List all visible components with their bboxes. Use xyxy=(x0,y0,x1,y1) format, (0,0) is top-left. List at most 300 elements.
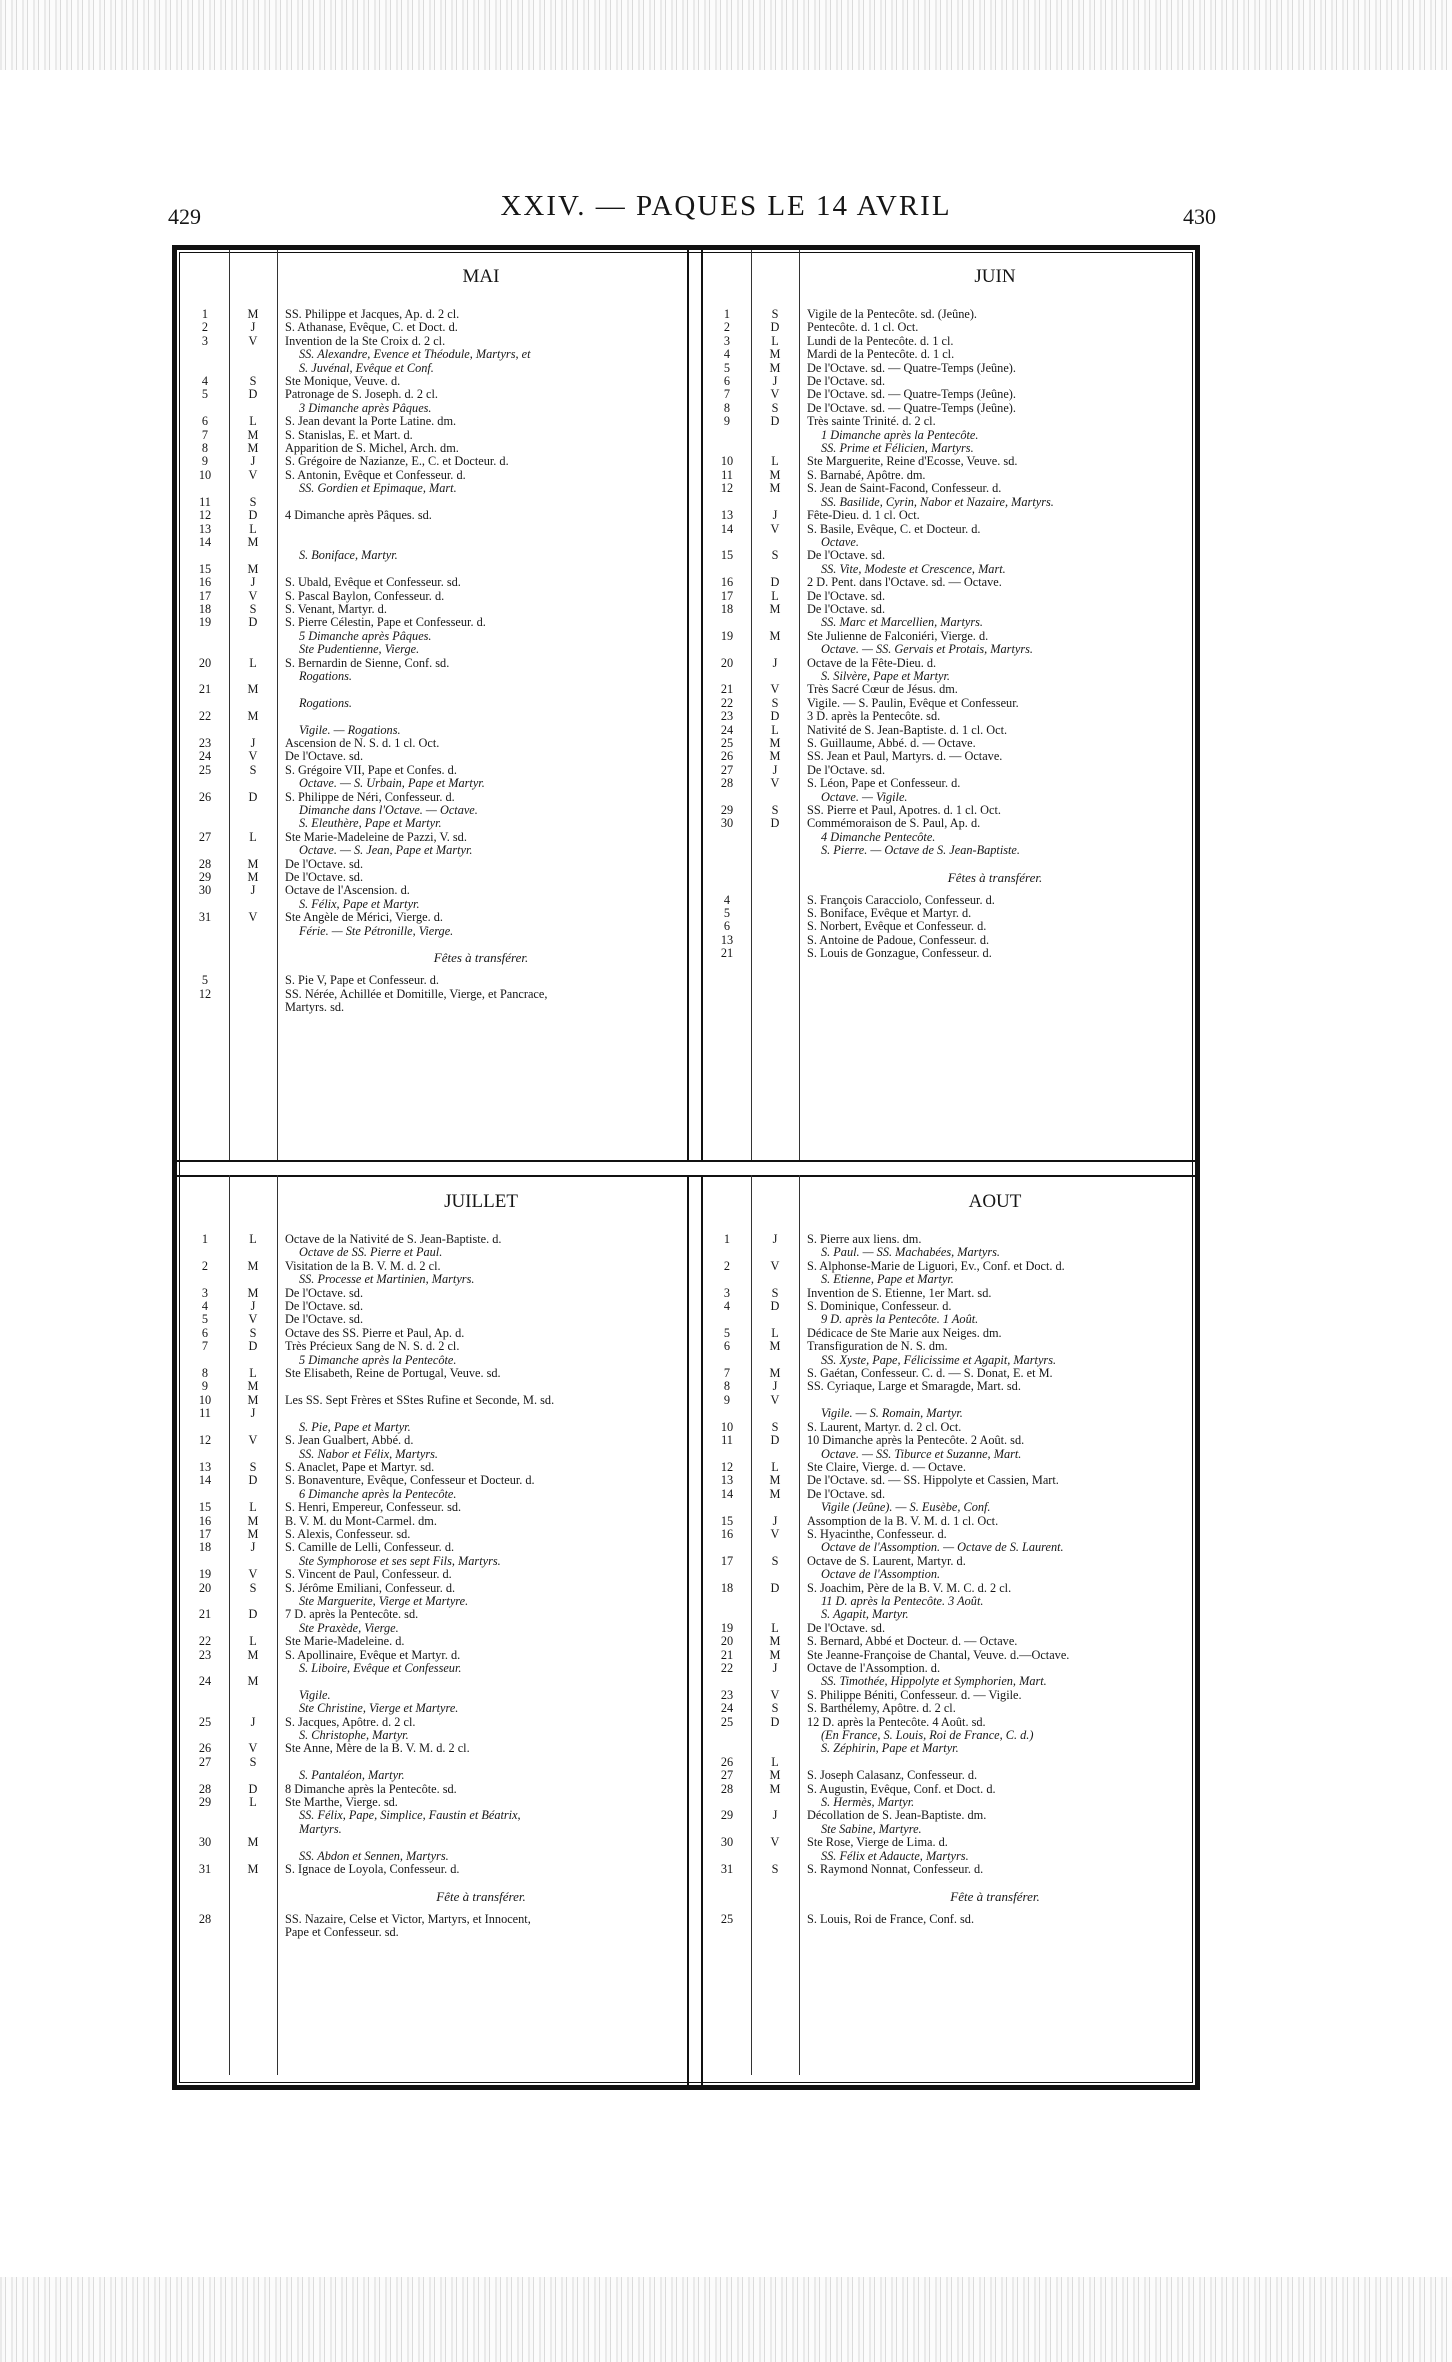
commemoration-line: S. Zéphirin, Pape et Martyr. xyxy=(821,1741,959,1756)
day-row xyxy=(703,590,1191,603)
weekday-letter: V xyxy=(770,521,780,536)
feast-line: Octave des SS. Pierre et Paul, Ap. d. xyxy=(285,1326,465,1340)
feast-text xyxy=(277,1649,685,1676)
weekday-letter: L xyxy=(249,829,257,844)
weekday-letter: M xyxy=(769,736,781,750)
feast-line: S. Ubald, Evêque et Confesseur. sd. xyxy=(285,576,461,590)
day-row xyxy=(181,1742,685,1755)
feast-line: Ascension de N. S. d. 1 cl. Oct. xyxy=(285,737,440,750)
feast-text xyxy=(277,1608,685,1635)
day-row xyxy=(181,375,685,388)
day-number: 15 xyxy=(720,1513,734,1528)
day-row xyxy=(181,1380,685,1393)
feast-text xyxy=(277,1568,685,1581)
feast-text xyxy=(277,988,685,1015)
month-title: MAI xyxy=(462,266,500,287)
commemoration-line: S. Etienne, Pape et Martyr. xyxy=(821,1272,954,1287)
feast-line: S. Joseph Calasanz, Confesseur. d. xyxy=(807,1769,978,1783)
feast-text xyxy=(799,375,1191,388)
feast-text xyxy=(799,1260,1191,1287)
commemoration-line: (En France, S. Louis, Roi de France, C. d.) xyxy=(821,1728,1034,1743)
commemoration-line: Vigile. — S. Romain, Martyr. xyxy=(821,1406,963,1421)
feast-line: S. François Caracciolo, Confesseur. d. xyxy=(807,893,995,907)
day-row xyxy=(703,1863,1191,1876)
day-number: 28 xyxy=(198,1911,212,1926)
commemoration-line: 5 Dimanche après la Pentecôte. xyxy=(299,1352,457,1367)
day-row xyxy=(703,362,1191,375)
feast-text xyxy=(277,750,685,763)
weekday-letter: S xyxy=(249,762,257,777)
day-row xyxy=(181,1582,685,1609)
weekday-letter: L xyxy=(771,722,779,737)
feast-line xyxy=(285,710,681,723)
feast-text xyxy=(277,1635,685,1648)
day-number: 13 xyxy=(720,932,734,947)
feast-line: S. Vincent de Paul, Confesseur. d. xyxy=(285,1568,452,1582)
feast-line: S. Bonaventure, Evêque, Confesseur et Docteur. d. xyxy=(285,1474,535,1488)
feast-text xyxy=(799,1622,1191,1635)
day-number: 6 xyxy=(201,1325,209,1340)
day-number: 13 xyxy=(720,508,734,523)
weekday-letter: V xyxy=(770,1526,780,1541)
commemoration-line: SS. Xyste, Pape, Félicissime et Agapit, Martyrs. xyxy=(821,1352,1057,1367)
day-number: 7 xyxy=(723,387,731,402)
day-number: 18 xyxy=(720,601,734,616)
feast-line: De l'Octave. sd. xyxy=(807,1621,886,1635)
day-number: 27 xyxy=(720,1768,734,1783)
day-row xyxy=(181,1635,685,1648)
feast-text xyxy=(277,375,685,388)
left-page-number: 429 xyxy=(168,204,201,229)
feast-text xyxy=(277,1582,685,1609)
feast-line: S. Boniface, Evêque et Martyr. d. xyxy=(807,907,972,921)
feast-text xyxy=(277,321,685,334)
commemoration-line: Octave. — SS. Gervais et Protais, Martyrs. xyxy=(821,642,1033,657)
feast-line: Assomption de la B. V. M. d. 1 cl. Oct. xyxy=(807,1514,999,1528)
weekday-letter: D xyxy=(248,387,258,402)
day-row xyxy=(703,1488,1191,1515)
weekday-letter: L xyxy=(249,655,257,670)
feast-text xyxy=(799,724,1191,737)
feast-text xyxy=(799,1233,1191,1260)
day-number: 1 xyxy=(201,307,209,321)
day-number: 23 xyxy=(720,709,734,724)
feast-text xyxy=(799,362,1191,375)
commemoration-line: Ste Christine, Vierge et Martyre. xyxy=(299,1701,459,1716)
day-row xyxy=(703,657,1191,684)
day-row xyxy=(181,1394,685,1407)
day-row xyxy=(181,1474,685,1501)
weekday-letter: L xyxy=(249,1795,257,1810)
day-row xyxy=(703,1421,1191,1434)
commemoration-line: Ste Praxède, Vierge. xyxy=(299,1620,399,1635)
feast-line: De l'Octave. sd. xyxy=(285,1286,364,1300)
day-row xyxy=(703,1461,1191,1474)
feast-line: Invention de la Ste Croix d. 2 cl. xyxy=(285,334,446,348)
day-number: 28 xyxy=(720,1781,734,1796)
page-heading: XXIV. — PAQUES LE 14 AVRIL xyxy=(500,190,952,222)
feast-line: S. Léon, Pape et Confesseur. d. xyxy=(807,777,961,791)
commemoration-line: Octave. xyxy=(821,534,859,549)
month-title: AOUT xyxy=(968,1191,1022,1212)
day-rows xyxy=(703,1233,1191,1926)
weekday-letter: L xyxy=(771,1325,779,1340)
day-row xyxy=(181,469,685,496)
month-juillet xyxy=(181,1175,685,2075)
day-row xyxy=(703,1689,1191,1702)
feast-text xyxy=(277,884,685,911)
feast-text xyxy=(799,710,1191,723)
day-row xyxy=(703,1836,1191,1863)
feast-line: 4 Dimanche après Pâques. sd. xyxy=(285,509,432,523)
feast-line: Ste Angèle de Mérici, Vierge. d. xyxy=(285,911,443,925)
weekday-letter: S xyxy=(771,1701,779,1716)
day-number: 25 xyxy=(720,736,734,750)
feast-text xyxy=(799,1394,1191,1421)
feast-text xyxy=(799,1716,1191,1756)
commemoration-line: Ste Pudentienne, Vierge. xyxy=(299,642,420,657)
day-number: 19 xyxy=(720,628,734,643)
feast-text xyxy=(799,1863,1191,1876)
feast-line: Patronage de S. Joseph. d. 2 cl. xyxy=(285,388,439,402)
commemoration-line: S. Boniface, Martyr. xyxy=(299,548,398,563)
day-number: 22 xyxy=(198,709,212,724)
day-number: 29 xyxy=(720,1808,734,1823)
weekday-letter: J xyxy=(772,1379,778,1394)
feast-text xyxy=(799,1809,1191,1836)
weekday-letter: J xyxy=(772,374,778,389)
feast-line: Très sainte Trinité. d. 2 cl. xyxy=(807,415,936,429)
feast-line: B. V. M. du Mont-Carmel. dm. xyxy=(285,1514,437,1528)
commemoration-line: S. Juvénal, Evêque et Conf. xyxy=(299,360,434,375)
feast-text xyxy=(799,523,1191,550)
feast-line: S. Grégoire VII, Pape et Confes. d. xyxy=(285,763,457,777)
day-number: 9 xyxy=(201,1379,209,1394)
weekday-letter: D xyxy=(770,1299,780,1314)
weekday-letter: D xyxy=(770,1433,780,1448)
day-number: 15 xyxy=(720,548,734,563)
weekday-letter: L xyxy=(771,1459,779,1474)
weekday-letter: V xyxy=(770,387,780,402)
feast-line xyxy=(285,1675,681,1688)
day-row xyxy=(703,737,1191,750)
day-row xyxy=(181,1407,685,1434)
feast-line: S. Apollinaire, Evêque et Martyr. d. xyxy=(285,1648,461,1662)
feast-line: S. Bernard, Abbé et Docteur. d. — Octave. xyxy=(807,1635,1018,1649)
day-number: 5 xyxy=(723,360,731,375)
feast-text xyxy=(277,469,685,496)
day-row xyxy=(181,974,685,987)
day-row xyxy=(181,335,685,375)
weekday-letter: S xyxy=(771,1862,779,1877)
feast-line: Visitation de la B. V. M. d. 2 cl. xyxy=(285,1259,441,1273)
day-row xyxy=(181,884,685,911)
feast-text xyxy=(277,1300,685,1313)
day-row xyxy=(181,1568,685,1581)
day-row xyxy=(181,1233,685,1260)
weekday-letter: V xyxy=(770,682,780,697)
feast-line: S. Grégoire de Nazianze, E., C. et Docteur. d. xyxy=(285,455,509,469)
weekday-letter: D xyxy=(248,508,258,523)
day-number: 18 xyxy=(198,1540,212,1555)
weekday-letter: M xyxy=(769,467,781,482)
day-row xyxy=(181,388,685,415)
feast-line: 10 Dimanche après la Pentecôte. 2 Août. sd. xyxy=(807,1434,1025,1448)
feast-line: Vigile de la Pentecôte. sd. (Jeûne). xyxy=(807,308,977,321)
day-number: 22 xyxy=(720,1661,734,1675)
day-row xyxy=(703,724,1191,737)
day-row xyxy=(181,1913,685,1940)
weekday-letter: J xyxy=(772,1232,778,1246)
feast-text xyxy=(277,764,685,791)
day-row xyxy=(181,509,685,522)
commemoration-line: S. Silvère, Pape et Martyr. xyxy=(821,668,950,683)
day-row xyxy=(181,321,685,334)
day-row xyxy=(181,1528,685,1541)
weekday-letter xyxy=(751,934,799,947)
feast-text xyxy=(799,777,1191,804)
feast-line xyxy=(285,683,681,696)
day-number: 16 xyxy=(720,575,734,590)
day-row xyxy=(703,509,1191,522)
feast-text xyxy=(277,1675,685,1715)
feast-line: Ste Claire, Vierge. d. — Octave. xyxy=(807,1460,966,1474)
day-number: 3 xyxy=(723,333,731,348)
feast-text xyxy=(799,402,1191,415)
day-row xyxy=(181,831,685,858)
day-number: 4 xyxy=(723,892,731,907)
feast-text xyxy=(277,1434,685,1461)
weekday-letter xyxy=(751,1913,799,1926)
day-row xyxy=(181,1515,685,1528)
day-number: 15 xyxy=(198,561,212,576)
weekday-letter: M xyxy=(769,360,781,375)
day-number: 2 xyxy=(723,320,731,335)
weekday-letter xyxy=(751,920,799,933)
weekday-letter: V xyxy=(248,1567,258,1582)
feast-text xyxy=(277,1287,685,1300)
feast-line: Nativité de S. Jean-Baptiste. d. 1 cl. Oct. xyxy=(807,723,1008,737)
feast-text xyxy=(799,1434,1191,1461)
day-row xyxy=(181,1783,685,1796)
weekday-letter: M xyxy=(247,1392,259,1407)
commemoration-line: S. Agapit, Martyr. xyxy=(821,1607,909,1622)
commemoration-line: Octave de l'Assomption. — Octave de S. Laurent. xyxy=(821,1540,1064,1555)
weekday-letter: D xyxy=(770,709,780,724)
day-row xyxy=(181,1675,685,1715)
commemoration-line: SS. Félix, Pape, Simplice, Faustin et Béatrix, xyxy=(299,1808,521,1823)
weekday-letter: M xyxy=(247,1862,259,1877)
feast-line: Transfiguration de N. S. dm. xyxy=(807,1340,948,1354)
feast-text xyxy=(799,1380,1191,1393)
feast-text xyxy=(799,1515,1191,1528)
weekday-letter: S xyxy=(771,1553,779,1568)
weekday-letter: S xyxy=(771,1419,779,1434)
feast-text xyxy=(277,1716,685,1743)
day-row xyxy=(703,1340,1191,1367)
day-number: 25 xyxy=(198,762,212,777)
feast-text xyxy=(799,894,1191,907)
feast-line: S. Jean devant la Porte Latine. dm. xyxy=(285,415,457,429)
feast-text xyxy=(799,1528,1191,1555)
commemoration-line: Ste Symphorose et ses sept Fils, Martyrs. xyxy=(299,1553,501,1568)
feast-line: Vigile. — S. Paulin, Evêque et Confesseur. xyxy=(807,696,1019,710)
day-row xyxy=(181,750,685,763)
weekday-letter: L xyxy=(249,521,257,536)
day-number: 5 xyxy=(201,973,209,988)
feast-line: 7 D. après la Pentecôte. sd. xyxy=(285,1608,419,1622)
day-number: 13 xyxy=(198,1459,212,1474)
day-row xyxy=(181,1608,685,1635)
day-row xyxy=(181,415,685,428)
day-number: 28 xyxy=(198,1781,212,1796)
feast-line: Invention de S. Etienne, 1er Mart. sd. xyxy=(807,1286,992,1300)
day-number: 22 xyxy=(720,695,734,710)
day-row xyxy=(703,934,1191,947)
day-number: 13 xyxy=(720,1473,734,1488)
day-number: 27 xyxy=(198,1754,212,1769)
day-number: 8 xyxy=(201,441,209,456)
weekday-letter: S xyxy=(249,601,257,616)
weekday-letter: D xyxy=(248,1339,258,1354)
weekday-letter: L xyxy=(249,1500,257,1515)
day-number: 5 xyxy=(723,906,731,921)
feast-text xyxy=(799,1461,1191,1474)
feast-text xyxy=(799,1913,1191,1926)
day-number: 11 xyxy=(199,1406,211,1421)
feast-line: Ste Jeanne-Françoise de Chantal, Veuve. d.—Octave. xyxy=(807,1648,1070,1662)
weekday-letter: L xyxy=(249,1366,257,1381)
weekday-letter: M xyxy=(769,601,781,616)
day-number: 26 xyxy=(198,789,212,804)
weekday-letter: V xyxy=(770,1258,780,1273)
day-number: 2 xyxy=(201,320,209,335)
feast-text xyxy=(799,1300,1191,1327)
commemoration-line: Ste Marguerite, Vierge et Martyre. xyxy=(299,1593,469,1608)
weekday-letter: M xyxy=(247,682,259,697)
weekday-letter: L xyxy=(249,1232,257,1246)
feast-line: S. Louis, Roi de France, Conf. sd. xyxy=(807,1912,975,1926)
commemoration-line: Octave de SS. Pierre et Paul. xyxy=(299,1245,443,1260)
feast-text xyxy=(799,804,1191,817)
feast-text xyxy=(277,388,685,415)
day-number: 26 xyxy=(720,749,734,764)
feast-line: S. Hyacinthe, Confesseur. d. xyxy=(807,1527,947,1541)
feast-line: Très Précieux Sang de N. S. d. 2 cl. xyxy=(285,1340,460,1354)
feast-text xyxy=(799,1287,1191,1300)
feast-text xyxy=(799,1662,1191,1689)
day-number: 6 xyxy=(201,414,209,429)
day-number: 16 xyxy=(198,575,212,590)
feast-line: De l'Octave. sd. xyxy=(807,549,886,563)
feast-line: S. Jacques, Apôtre. d. 2 cl. xyxy=(285,1715,416,1729)
commemoration-line: Octave de l'Assomption. xyxy=(821,1567,941,1582)
commemoration-line: Rogations. xyxy=(299,668,352,683)
day-row xyxy=(181,1756,685,1783)
feast-text xyxy=(277,1742,685,1755)
feast-text xyxy=(799,737,1191,750)
day-row xyxy=(703,907,1191,920)
day-row xyxy=(703,1635,1191,1648)
day-number: 12 xyxy=(720,481,734,496)
commemoration-line: S. Christophe, Martyr. xyxy=(299,1728,409,1743)
day-row xyxy=(703,576,1191,589)
day-number: 11 xyxy=(199,494,211,509)
day-rows xyxy=(703,308,1191,961)
day-row xyxy=(703,1528,1191,1555)
weekday-letter: V xyxy=(248,333,258,348)
weekday-letter: L xyxy=(771,1620,779,1635)
day-row xyxy=(181,603,685,616)
day-row xyxy=(703,1367,1191,1380)
weekday-letter: M xyxy=(247,1258,259,1273)
day-row xyxy=(181,496,685,509)
day-row xyxy=(181,1541,685,1568)
day-row xyxy=(703,1327,1191,1340)
feast-text xyxy=(799,1783,1191,1810)
day-number: 14 xyxy=(720,521,734,536)
day-row xyxy=(703,1233,1191,1260)
feast-line: S. Pie V, Pape et Confesseur. d. xyxy=(285,974,439,988)
day-row xyxy=(703,817,1191,857)
day-number: 6 xyxy=(723,919,731,934)
weekday-letter: J xyxy=(250,883,256,898)
feast-line xyxy=(807,1756,1187,1769)
day-number: 21 xyxy=(198,682,212,697)
day-row xyxy=(703,1756,1191,1769)
feast-text xyxy=(277,1783,685,1796)
feast-text xyxy=(277,1461,685,1474)
day-number: 4 xyxy=(723,1299,731,1314)
day-number: 21 xyxy=(720,946,734,961)
weekday-letter: M xyxy=(769,481,781,496)
day-row xyxy=(703,1582,1191,1622)
day-number: 20 xyxy=(198,1580,212,1595)
day-row xyxy=(703,1380,1191,1393)
day-row xyxy=(181,1649,685,1676)
feast-text xyxy=(277,1233,685,1260)
feast-text xyxy=(799,1582,1191,1622)
day-row xyxy=(703,764,1191,777)
day-row xyxy=(181,308,685,321)
weekday-letter: S xyxy=(771,307,779,321)
weekday-letter: S xyxy=(249,494,257,509)
feast-text xyxy=(277,1756,685,1783)
day-row xyxy=(703,1809,1191,1836)
feast-line: 12 D. après la Pentecôte. 4 Août. sd. xyxy=(807,1715,986,1729)
commemoration-line: S. Liboire, Evêque et Confesseur. xyxy=(299,1661,462,1675)
day-number: 24 xyxy=(198,749,212,764)
day-row xyxy=(703,1702,1191,1715)
feast-line: Les SS. Sept Frères et SStes Rufine et Seconde, M. sd. xyxy=(285,1393,555,1407)
weekday-letter: M xyxy=(247,561,259,576)
day-number: 17 xyxy=(720,588,734,603)
day-number: 23 xyxy=(198,1647,212,1662)
feast-line: 2 D. Pent. dans l'Octave. sd. — Octave. xyxy=(807,576,1002,590)
feast-line xyxy=(285,523,681,536)
day-number: 25 xyxy=(720,1714,734,1729)
day-row xyxy=(181,710,685,737)
feast-line: Martyrs. sd. xyxy=(285,999,345,1014)
feast-text xyxy=(799,576,1191,589)
feast-line: De l'Octave. sd. — Quatre-Temps (Jeûne). xyxy=(807,388,1016,402)
feast-text xyxy=(277,1340,685,1367)
weekday-letter: V xyxy=(248,1312,258,1327)
day-row xyxy=(181,1461,685,1474)
weekday-letter: S xyxy=(249,374,257,389)
day-number: 20 xyxy=(198,655,212,670)
feast-text xyxy=(799,947,1191,960)
